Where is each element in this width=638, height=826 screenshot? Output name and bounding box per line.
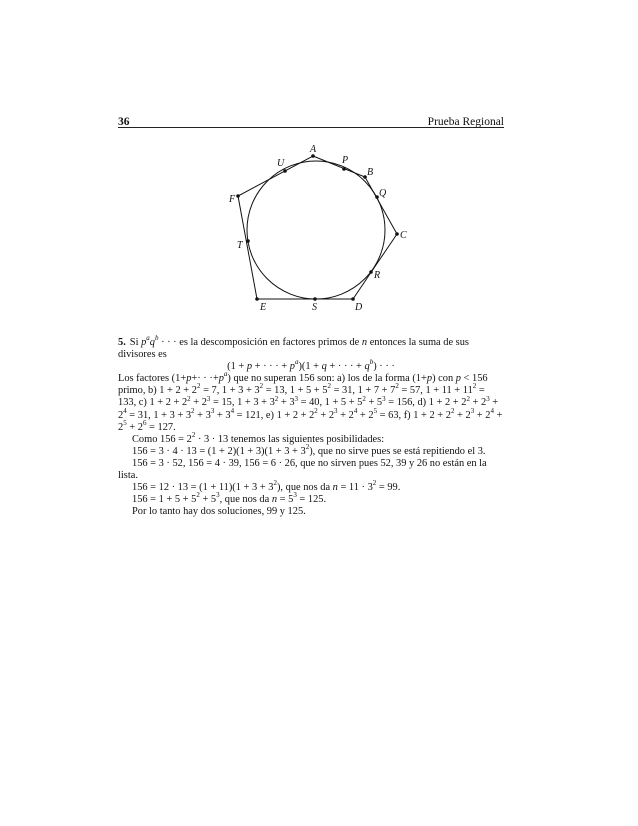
label-u: U [277, 158, 285, 169]
solution-paragraph: Los factores $(1+p+\cdot \cdot \cdot+p^a)$ que no superan 156 son: a) los de la forma (1+p) con p < 156 primo, b) $1 + 2 + 2^2 = 7$, $1 + 3 + 3^2 = 13$, $1 + 5 + 5^2 = 31$, $1 + 7 + 7^2 = 57$, $1 + 11 + 11^2 = 133$, c) $1 + 2 + 2^2 + 2^3 = 15$, $1 + 3 + 3^2 + 3^3 = 40$, $1 + 5 + 5^2 + 5^3 = 156$, d) $1 + 2 + 2^2 + 2^3 + 2^4 = 31$, $1 + 3 + 3^2 + 3^3 + 3^4 = 121$, e) $1 + 2 + 2^2 + 2^3 + 2^4 + 2^5 = 63$, f) $1 + 2 + 2^2 + 2^3 + 2^4 + 2^5 + 2^6 = 127$. [118, 370, 503, 433]
document-body [118, 334, 504, 518]
page-header [118, 116, 504, 132]
label-b: B [367, 167, 374, 178]
label-s: S [312, 302, 317, 313]
point-s [313, 297, 317, 301]
problem-statement [118, 334, 504, 361]
problem-number: 5. [118, 337, 126, 348]
point-p [342, 167, 346, 171]
solution-paragraph: $156 = 1 + 5 + 5^2 + 5^3$, que nos da $n = 5^3 = 125$. [132, 491, 327, 506]
point-d [351, 297, 355, 301]
point-t [246, 239, 250, 243]
point-e [255, 297, 259, 301]
label-e: E [260, 302, 267, 313]
point-u [283, 169, 287, 173]
point-c [395, 232, 399, 236]
solution-paragraph: $156 = 12 \cdot 13 = (1 + 11)(1 + 3 + 3^2)$, que nos da $n = 11 \cdot 3^2 = 99$. [132, 479, 401, 494]
tangential-hexagon-figure [205, 140, 435, 320]
solution-paragraph: Por lo tanto hay dos soluciones, 99 y 125. [132, 506, 306, 518]
label-c: C [400, 230, 407, 241]
solution-paragraph: 156 = 3 · 52, 156 = 4 · 39, 156 = 6 · 26, que no sirven pues 52, 39 y 26 no están en la lista. [118, 457, 487, 482]
incircle [247, 161, 385, 299]
point-f [236, 194, 240, 198]
label-f: F [229, 194, 236, 205]
label-r: R [374, 270, 381, 281]
running-title: Prueba Regional [427, 116, 504, 128]
label-q: Q [379, 188, 387, 199]
label-p: P [342, 155, 349, 166]
header-rule [118, 127, 504, 128]
page-number: 36 [118, 116, 130, 128]
problem-text: Si $p^aq^b$ · · · es la descomposición en factores primos de n entonces la suma de sus divisores es [118, 334, 469, 361]
label-a: A [310, 144, 317, 155]
solution-paragraph: $156 = 3 \cdot 4 \cdot 13 = (1 + 2)(1 + 3)(1 + 3 + 3^2)$, que no sirve pues se está repitiendo el 3. [132, 442, 486, 457]
display-formula: (1 + p + · · · + $p^a)(1 + q$ + · · · + $q^b$) · · · [227, 358, 395, 373]
label-d: D [355, 302, 363, 313]
label-t: T [237, 240, 243, 251]
point-r [369, 270, 373, 274]
solution-paragraph: Como $156 = 2^2 \cdot 3 \cdot 13$ tenemos las siguientes posibilidades: [132, 430, 385, 445]
